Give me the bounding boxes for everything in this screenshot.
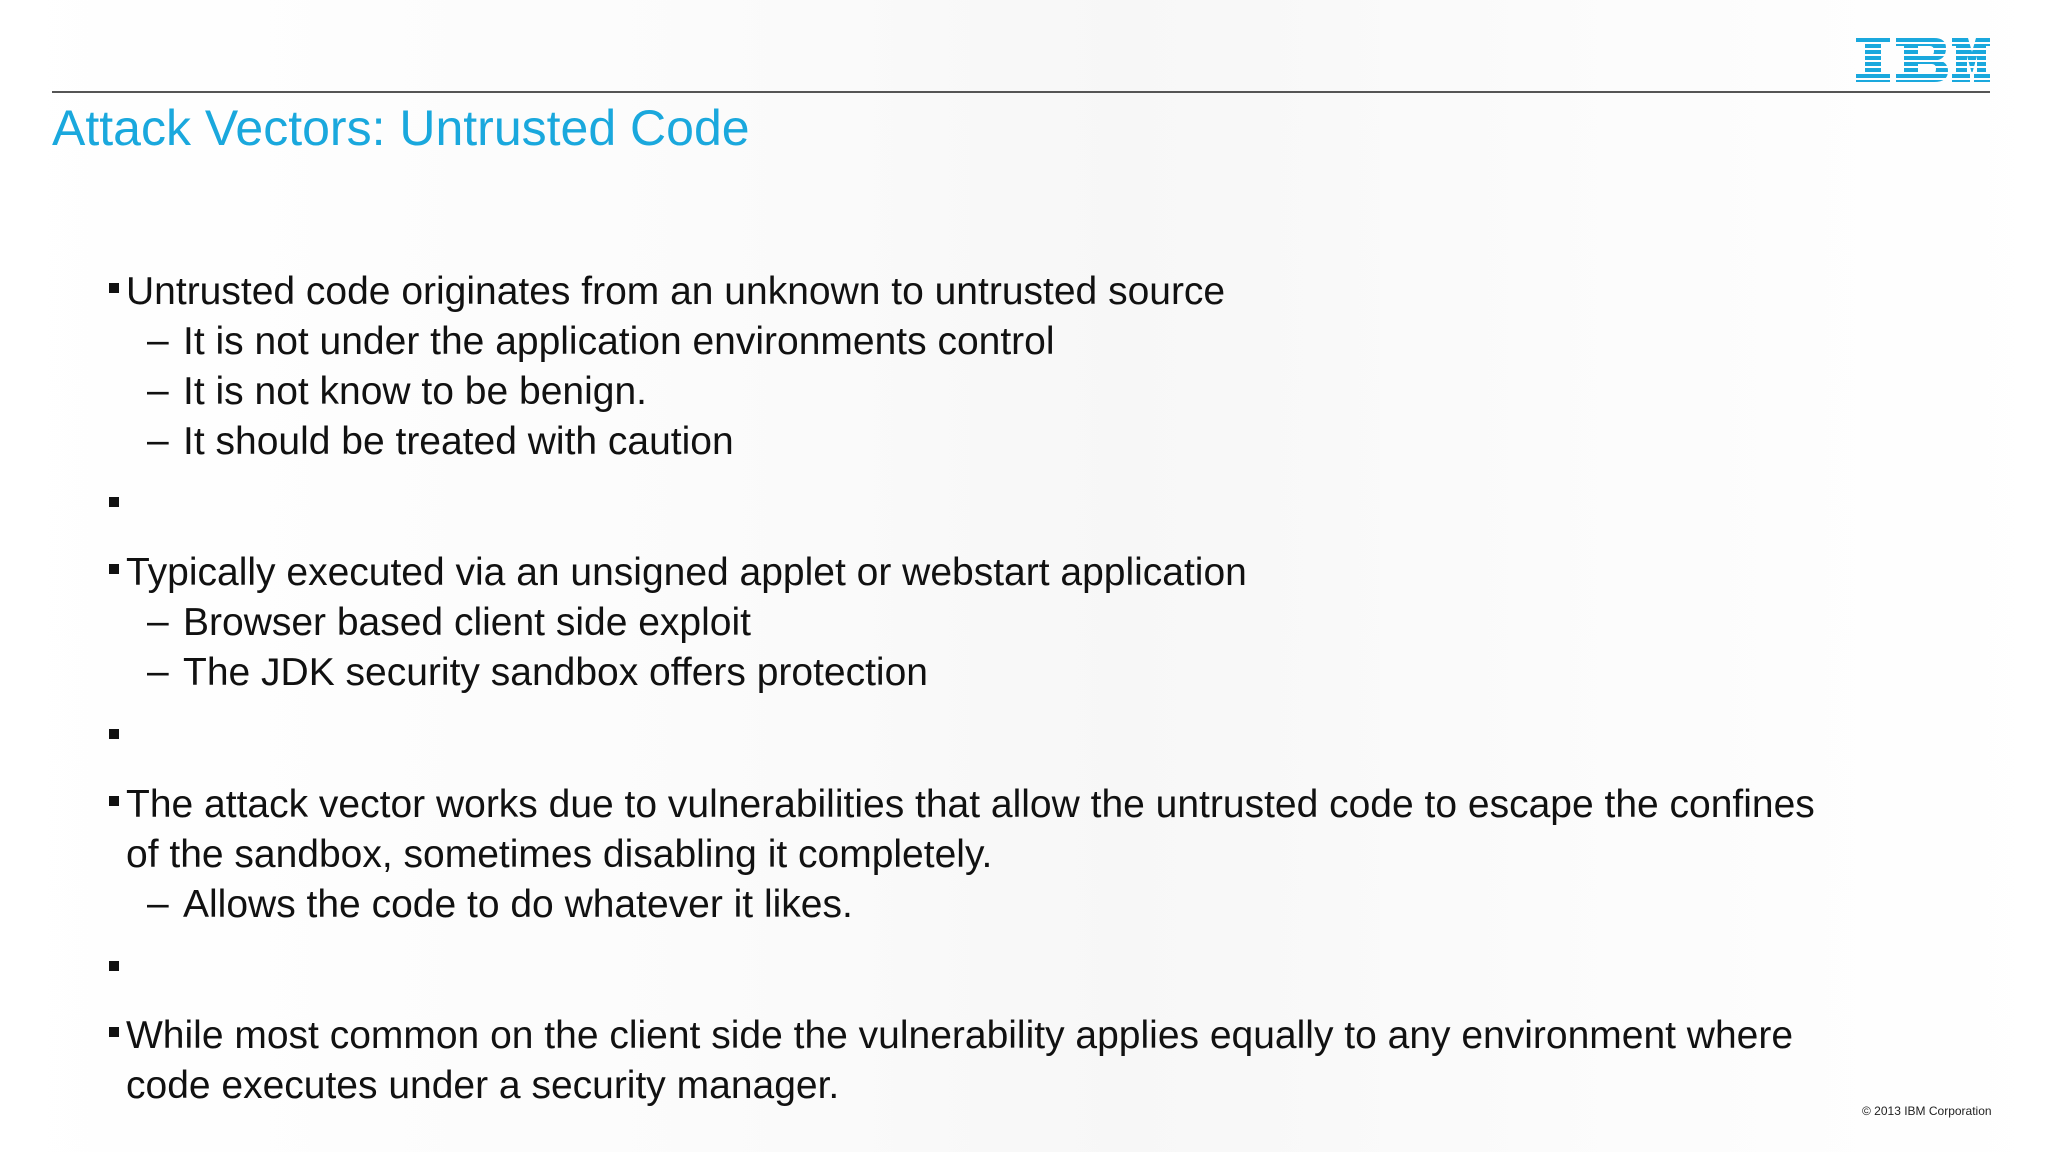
sub-bullet-text: It is not under the application environments control — [183, 320, 1055, 363]
bullet-text-line-1: The attack vector works due to vulnerabilities that allow the untrusted code to escape the confines — [126, 783, 1815, 826]
slide-title: Attack Vectors: Untrusted Code — [52, 100, 750, 156]
bullet-marker — [109, 1027, 119, 1037]
bullet-text: Typically executed via an unsigned applet or webstart application — [126, 551, 1247, 594]
sub-bullet-text: Browser based client side exploit — [183, 601, 751, 644]
bullet-text: Untrusted code originates from an unknown to untrusted source — [126, 270, 1226, 313]
bullet-text-line-2: of the sandbox, sometimes disabling it completely. — [126, 833, 993, 876]
empty-bullet-marker — [109, 729, 119, 739]
bullet-text-line-2: code executes under a security manager. — [126, 1064, 840, 1107]
empty-bullet-marker — [109, 961, 119, 971]
sub-bullet-dash: – — [147, 319, 169, 362]
sub-bullet-text: It should be treated with caution — [183, 420, 734, 463]
sub-bullet-dash: – — [147, 650, 169, 693]
sub-bullet-text: It is not know to be benign. — [183, 370, 647, 413]
ibm-logo — [1856, 38, 1990, 82]
bullet-text-line-1: While most common on the client side the vulnerability applies equally to any environment where — [126, 1014, 1794, 1057]
sub-bullet-dash: – — [147, 600, 169, 643]
empty-bullet-marker — [109, 497, 119, 507]
copyright-footer: © 2013 IBM Corporation — [1862, 1104, 1992, 1118]
sub-bullet-dash: – — [147, 419, 169, 462]
sub-bullet-dash: – — [147, 882, 169, 925]
bullet-marker — [109, 564, 119, 574]
bullet-marker — [109, 283, 119, 293]
sub-bullet-dash: – — [147, 369, 169, 412]
header-rule — [52, 91, 1990, 93]
sub-bullet-text: The JDK security sandbox offers protection — [183, 651, 928, 694]
bullet-marker — [109, 796, 119, 806]
sub-bullet-text: Allows the code to do whatever it likes. — [183, 883, 853, 926]
